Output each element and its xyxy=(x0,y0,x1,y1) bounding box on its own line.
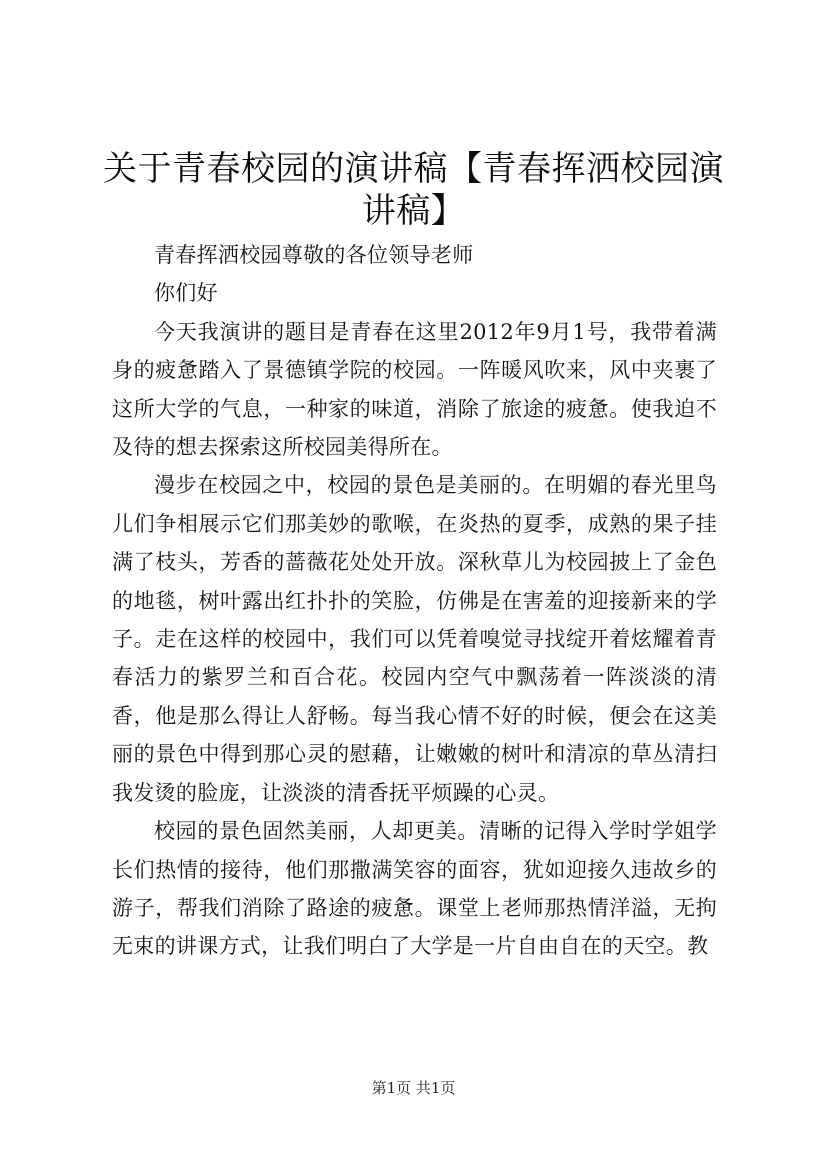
page-footer xyxy=(0,1078,827,1098)
paragraph-salutation: 青春挥洒校园尊敬的各位领导老师 xyxy=(154,243,474,267)
paragraph-3: 校园的景色固然美丽，人却更美。清晰的记得入学时学姐学长们热情的接待，他们那撒满笑容的面容，犹如迎接久违故乡的游子，帮我们消除了路途的疲惫。课堂上老师那热情洋溢，无拘无束的讲课方式，让我们明白了大学是一片自由自在的天空。教 xyxy=(112,819,717,959)
paragraph-1: 今天我演讲的题目是青春在这里2012年9月1号，我带着满身的疲惫踏入了景德镇学院的校园。一阵暖风吹来，风中夹裹了这所大学的气息，一种家的味道，消除了旅途的疲惫。使我迫不及待的想去探索这所校园美得所在。 xyxy=(112,319,717,460)
paragraph-2: 漫步在校园之中，校园的景色是美丽的。在明媚的春光里鸟儿们争相展示它们那美妙的歌喉，在炎热的夏季，成熟的果子挂满了枝头，芳香的蔷薇花处处开放。深秋草儿为校园披上了金色的地毯，树叶露出红扑扑的笑脸，仿佛是在害羞的迎接新来的学子。走在这样的校园中，我们可以凭着嗅觉寻找绽开着炫耀着青春活力的紫罗兰和百合花。校园内空气中飘荡着一阵淡淡的清香，他是那么得让人舒畅。每当我心情不好的时候，便会在这美丽的景色中得到那心灵的慰藉，让嫩嫩的树叶和清凉的草丛清扫我发烫的脸庞，让淡淡的清香抚平烦躁的心灵。 xyxy=(112,473,717,805)
page-number: 第1页 共1页 xyxy=(371,1079,456,1097)
document-title: 关于青春校园的演讲稿【青春挥洒校园演讲稿】 xyxy=(103,149,724,231)
document-body xyxy=(112,236,717,966)
paragraph-greeting: 你们好 xyxy=(154,281,218,306)
